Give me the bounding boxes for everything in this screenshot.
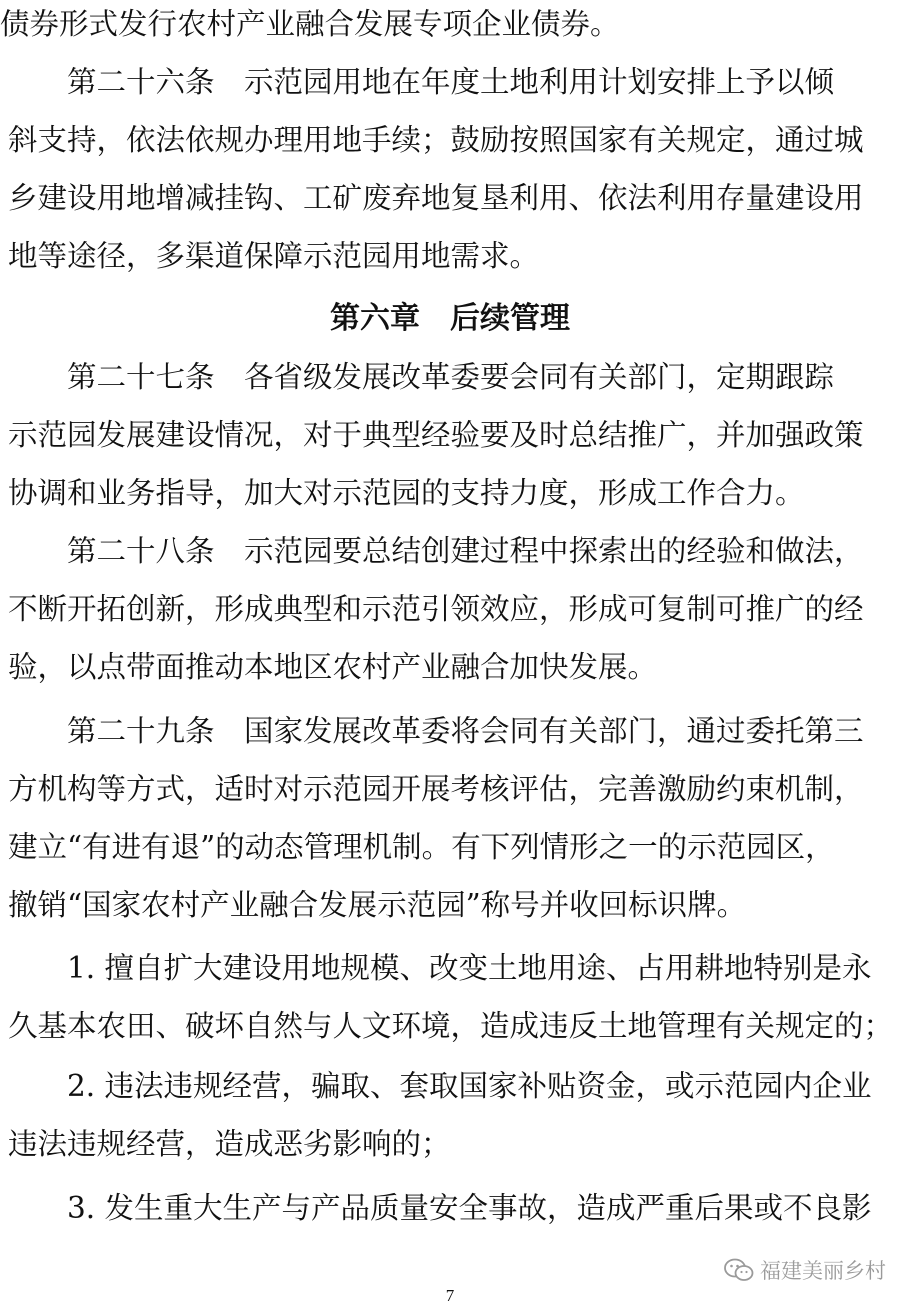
- body-line: 建立“有进有退”的动态管理机制。有下列情形之一的示范园区，: [8, 830, 835, 864]
- body-line: 违法违规经营，造成恶劣影响的；: [8, 1127, 451, 1161]
- body-line: 债券形式发行农村产业融合发展专项企业债券。: [0, 7, 620, 41]
- body-line: 示范园发展建设情况，对于典型经验要及时总结推广，并加强政策: [8, 418, 864, 452]
- article-27-line: 第二十七条 各省级发展改革委要会同有关部门，定期跟踪: [67, 360, 835, 394]
- watermark-text: 福建美丽乡村: [760, 1259, 886, 1283]
- list-item-1-line: 1. 擅自扩大建设用地规模、改变土地用途、占用耕地特别是永: [67, 951, 872, 985]
- watermark: [724, 1255, 886, 1285]
- body-line: 方机构等方式，适时对示范园开展考核评估，完善激励约束机制，: [8, 772, 864, 806]
- article-29-line: 第二十九条 国家发展改革委将会同有关部门，通过委托第三: [67, 714, 864, 748]
- list-item-2-line: 2. 违法违规经营，骗取、套取国家补贴资金，或示范园内企业: [67, 1069, 872, 1103]
- body-line: 不断开拓创新，形成典型和示范引领效应，形成可复制可推广的经: [8, 592, 864, 626]
- article-28-line: 第二十八条 示范园要总结创建过程中探索出的经验和做法，: [67, 534, 864, 568]
- wechat-icon: [724, 1258, 754, 1282]
- body-line: 验，以点带面推动本地区农村产业融合加快发展。: [8, 650, 658, 684]
- body-line: 久基本农田、破坏自然与人文环境，造成违反土地管理有关规定的；: [8, 1009, 894, 1043]
- list-item-3-line: 3. 发生重大生产与产品质量安全事故，造成严重后果或不良影: [67, 1191, 872, 1225]
- article-26-line: 第二十六条 示范园用地在年度土地利用计划安排上予以倾: [67, 65, 835, 99]
- body-line: 协调和业务指导，加大对示范园的支持力度，形成工作合力。: [8, 476, 805, 510]
- chapter-heading: 第六章 后续管理: [330, 301, 570, 336]
- page-number: 7: [445, 1286, 455, 1305]
- body-line: 乡建设用地增减挂钩、工矿废弃地复垦利用、依法利用存量建设用: [8, 181, 864, 215]
- body-line: 斜支持，依法依规办理用地手续；鼓励按照国家有关规定，通过城: [8, 123, 864, 157]
- body-line: 撤销“国家农村产业融合发展示范园”称号并收回标识牌。: [8, 888, 747, 922]
- body-line: 地等途径，多渠道保障示范园用地需求。: [8, 239, 540, 273]
